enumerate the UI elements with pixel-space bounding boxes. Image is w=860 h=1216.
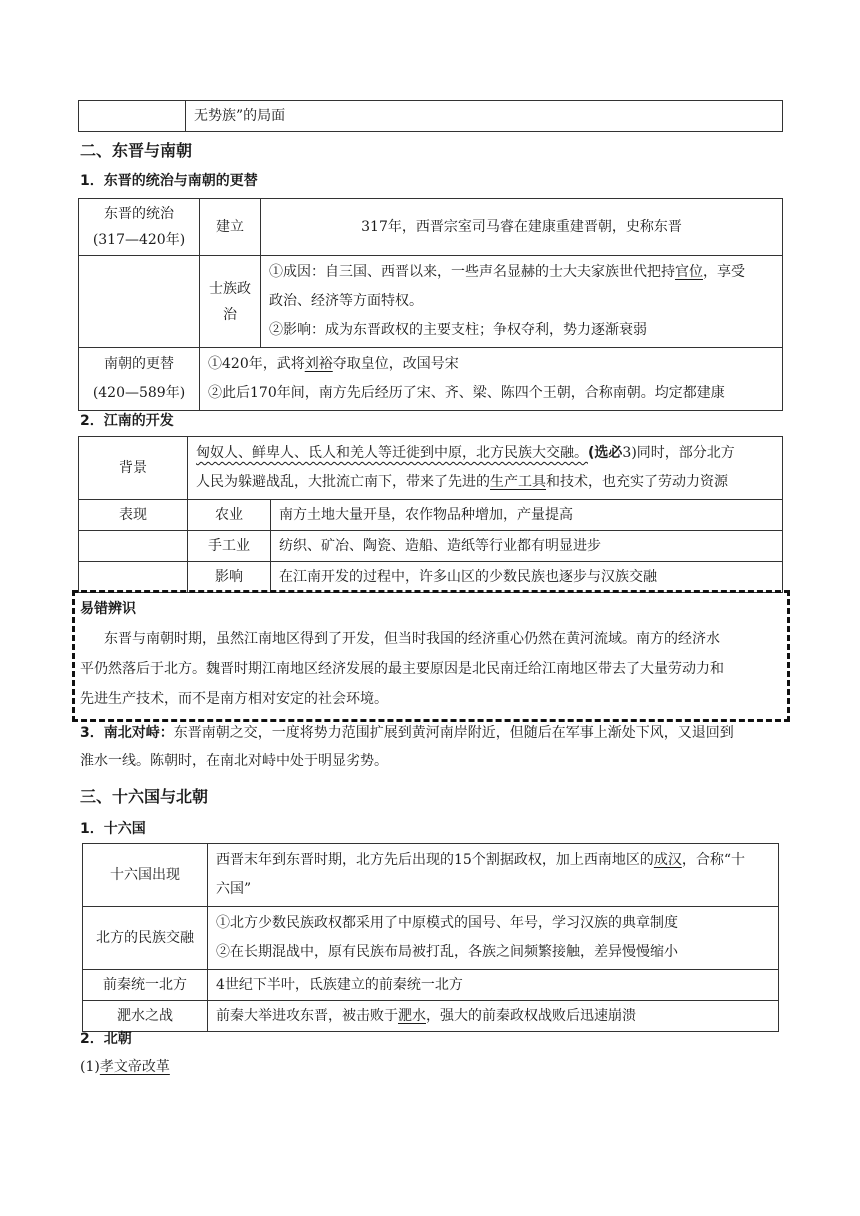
cell-empty	[79, 256, 200, 348]
nanchao-years: (420—589年)	[92, 385, 186, 401]
cell-bx-label: 表现	[79, 500, 188, 531]
bg-line2: 人民为躲避战乱，大批流亡南下，带来了先进的生产工具和技术，也充实了劳动力资源	[196, 474, 728, 490]
cell-qianqin-label: 前秦统一北方	[83, 970, 208, 1001]
error-tip-line2: 平仍然落后于北方。魏晋时期江南地区经济发展的最主要原因是北民南迁给江南地区带去了大量劳动力和	[80, 661, 724, 677]
nanchao-line2: ②此后170年间，南方先后经历了宋、齐、梁、陈四个王朝，合称南朝。均定都建康	[208, 385, 725, 401]
table-jiangnan	[78, 436, 783, 593]
table-sixteen	[82, 843, 779, 1032]
cell-16-text	[208, 844, 779, 907]
shizu-label-b: 治	[223, 306, 237, 323]
nanchao-label: 南朝的更替	[104, 356, 174, 372]
error-tip-title: 易错辨识	[80, 601, 136, 617]
cell-dongjin-rule	[79, 199, 200, 256]
nanchao-line1: ①420年，武将刘裕夺取皇位，改国号宋	[208, 356, 459, 372]
sixteen-line2: 六国”	[216, 881, 252, 897]
cell-agri-text: 南方土地大量开垦，农作物品种增加，产量提高	[271, 500, 783, 531]
section2-sub2: 2．江南的开发	[80, 413, 174, 429]
section3-sub1: 1．十六国	[80, 821, 146, 837]
cell-fusion-label: 北方的民族交融	[83, 907, 208, 970]
cell-establish: 建立	[200, 199, 261, 256]
sixteen-line1: 西晋末年到东晋时期，北方先后出现的15个割据政权，加上西南地区的成汉，合称“十	[216, 852, 745, 868]
table-dongjin	[78, 198, 783, 411]
cell-16-label: 十六国出现	[83, 844, 208, 907]
cell-feishui-label: 淝水之战	[83, 1001, 208, 1032]
cell-nanchao-text	[200, 348, 783, 411]
error-tip-line3: 先进生产技术，而不是南方相对安定的社会环境。	[80, 691, 388, 707]
section3-title: 三、十六国与北朝	[80, 787, 209, 806]
cell-bg-text	[188, 437, 783, 500]
cell-establish-text: 317年，西晋宗室司马睿在建康重建晋朝，史称东晋	[261, 199, 783, 256]
cell-qianqin-text: 4世纪下半叶，氐族建立的前秦统一北方	[208, 970, 779, 1001]
shizu-line3: ②影响：成为东晋政权的主要支柱；争权夺利，势力逐渐衰弱	[269, 322, 647, 338]
shizu-line1: ①成因：自三国、西晋以来，一些声名显赫的士大夫家族世代把持官位，享受	[269, 264, 745, 280]
cell-nanchao	[79, 348, 200, 411]
cell-empty-3	[79, 562, 188, 593]
section2-sub1: 1．东晋的统治与南朝的更替	[80, 173, 258, 189]
top-fragment-table	[78, 100, 783, 132]
shizu-line2: 政治、经济等方面特权。	[269, 293, 423, 309]
section3-sub2: 2．北朝	[80, 1031, 132, 1047]
cell-craft-text: 纺织、矿冶、陶瓷、造船、造纸等行业都有明显进步	[271, 531, 783, 562]
cell-fusion-text	[208, 907, 779, 970]
cell-effect-label: 影响	[188, 562, 271, 593]
cell-empty-2	[79, 531, 188, 562]
cell-effect-text: 在江南开发的过程中，许多山区的少数民族也逐步与汉族交融	[271, 562, 783, 593]
top-fragment-text: 无势族”的局面	[186, 101, 783, 132]
bg-line1: 匈奴人、鲜卑人、氐人和羌人等迁徙到中原，北方民族大交融。(选必3)同时，部分北方	[196, 445, 735, 461]
nanbei-line1: 3．南北对峙：东晋南朝之交，一度将势力范围扩展到黄河南岸附近，但随后在军事上渐处下风，又退回到	[80, 725, 734, 741]
error-tip-line1: 东晋与南朝时期，虽然江南地区得到了开发，但当时我国的经济重心仍然在黄河流域。南方的经济水	[104, 631, 720, 647]
fusion-line2: ②在长期混战中，原有民族布局被打乱，各族之间频繁接触，差异慢慢缩小	[216, 944, 678, 960]
cell-shizu	[200, 256, 261, 348]
cell-craft-label: 手工业	[188, 531, 271, 562]
cell-agri-label: 农业	[188, 500, 271, 531]
fusion-line1: ①北方少数民族政权都采用了中原模式的国号、年号，学习汉族的典章制度	[216, 915, 678, 931]
section2-title: 二、东晋与南朝	[80, 141, 193, 160]
cell-feishui-text: 前秦大举进攻东晋，被击败于淝水，强大的前秦政权战败后迅速崩溃	[208, 1001, 779, 1032]
cell-shizu-text	[261, 256, 783, 348]
nanbei-line2: 淮水一线。陈朝时，在南北对峙中处于明显劣势。	[80, 753, 388, 769]
top-fragment-empty	[79, 101, 186, 132]
dongjin-rule-years: (317—420年)	[92, 232, 186, 248]
shizu-label-a: 士族政	[209, 280, 251, 297]
xiaowen-reform: (1)孝文帝改革	[80, 1059, 170, 1075]
cell-bg-label: 背景	[79, 437, 188, 500]
dongjin-rule-label: 东晋的统治	[104, 206, 174, 222]
